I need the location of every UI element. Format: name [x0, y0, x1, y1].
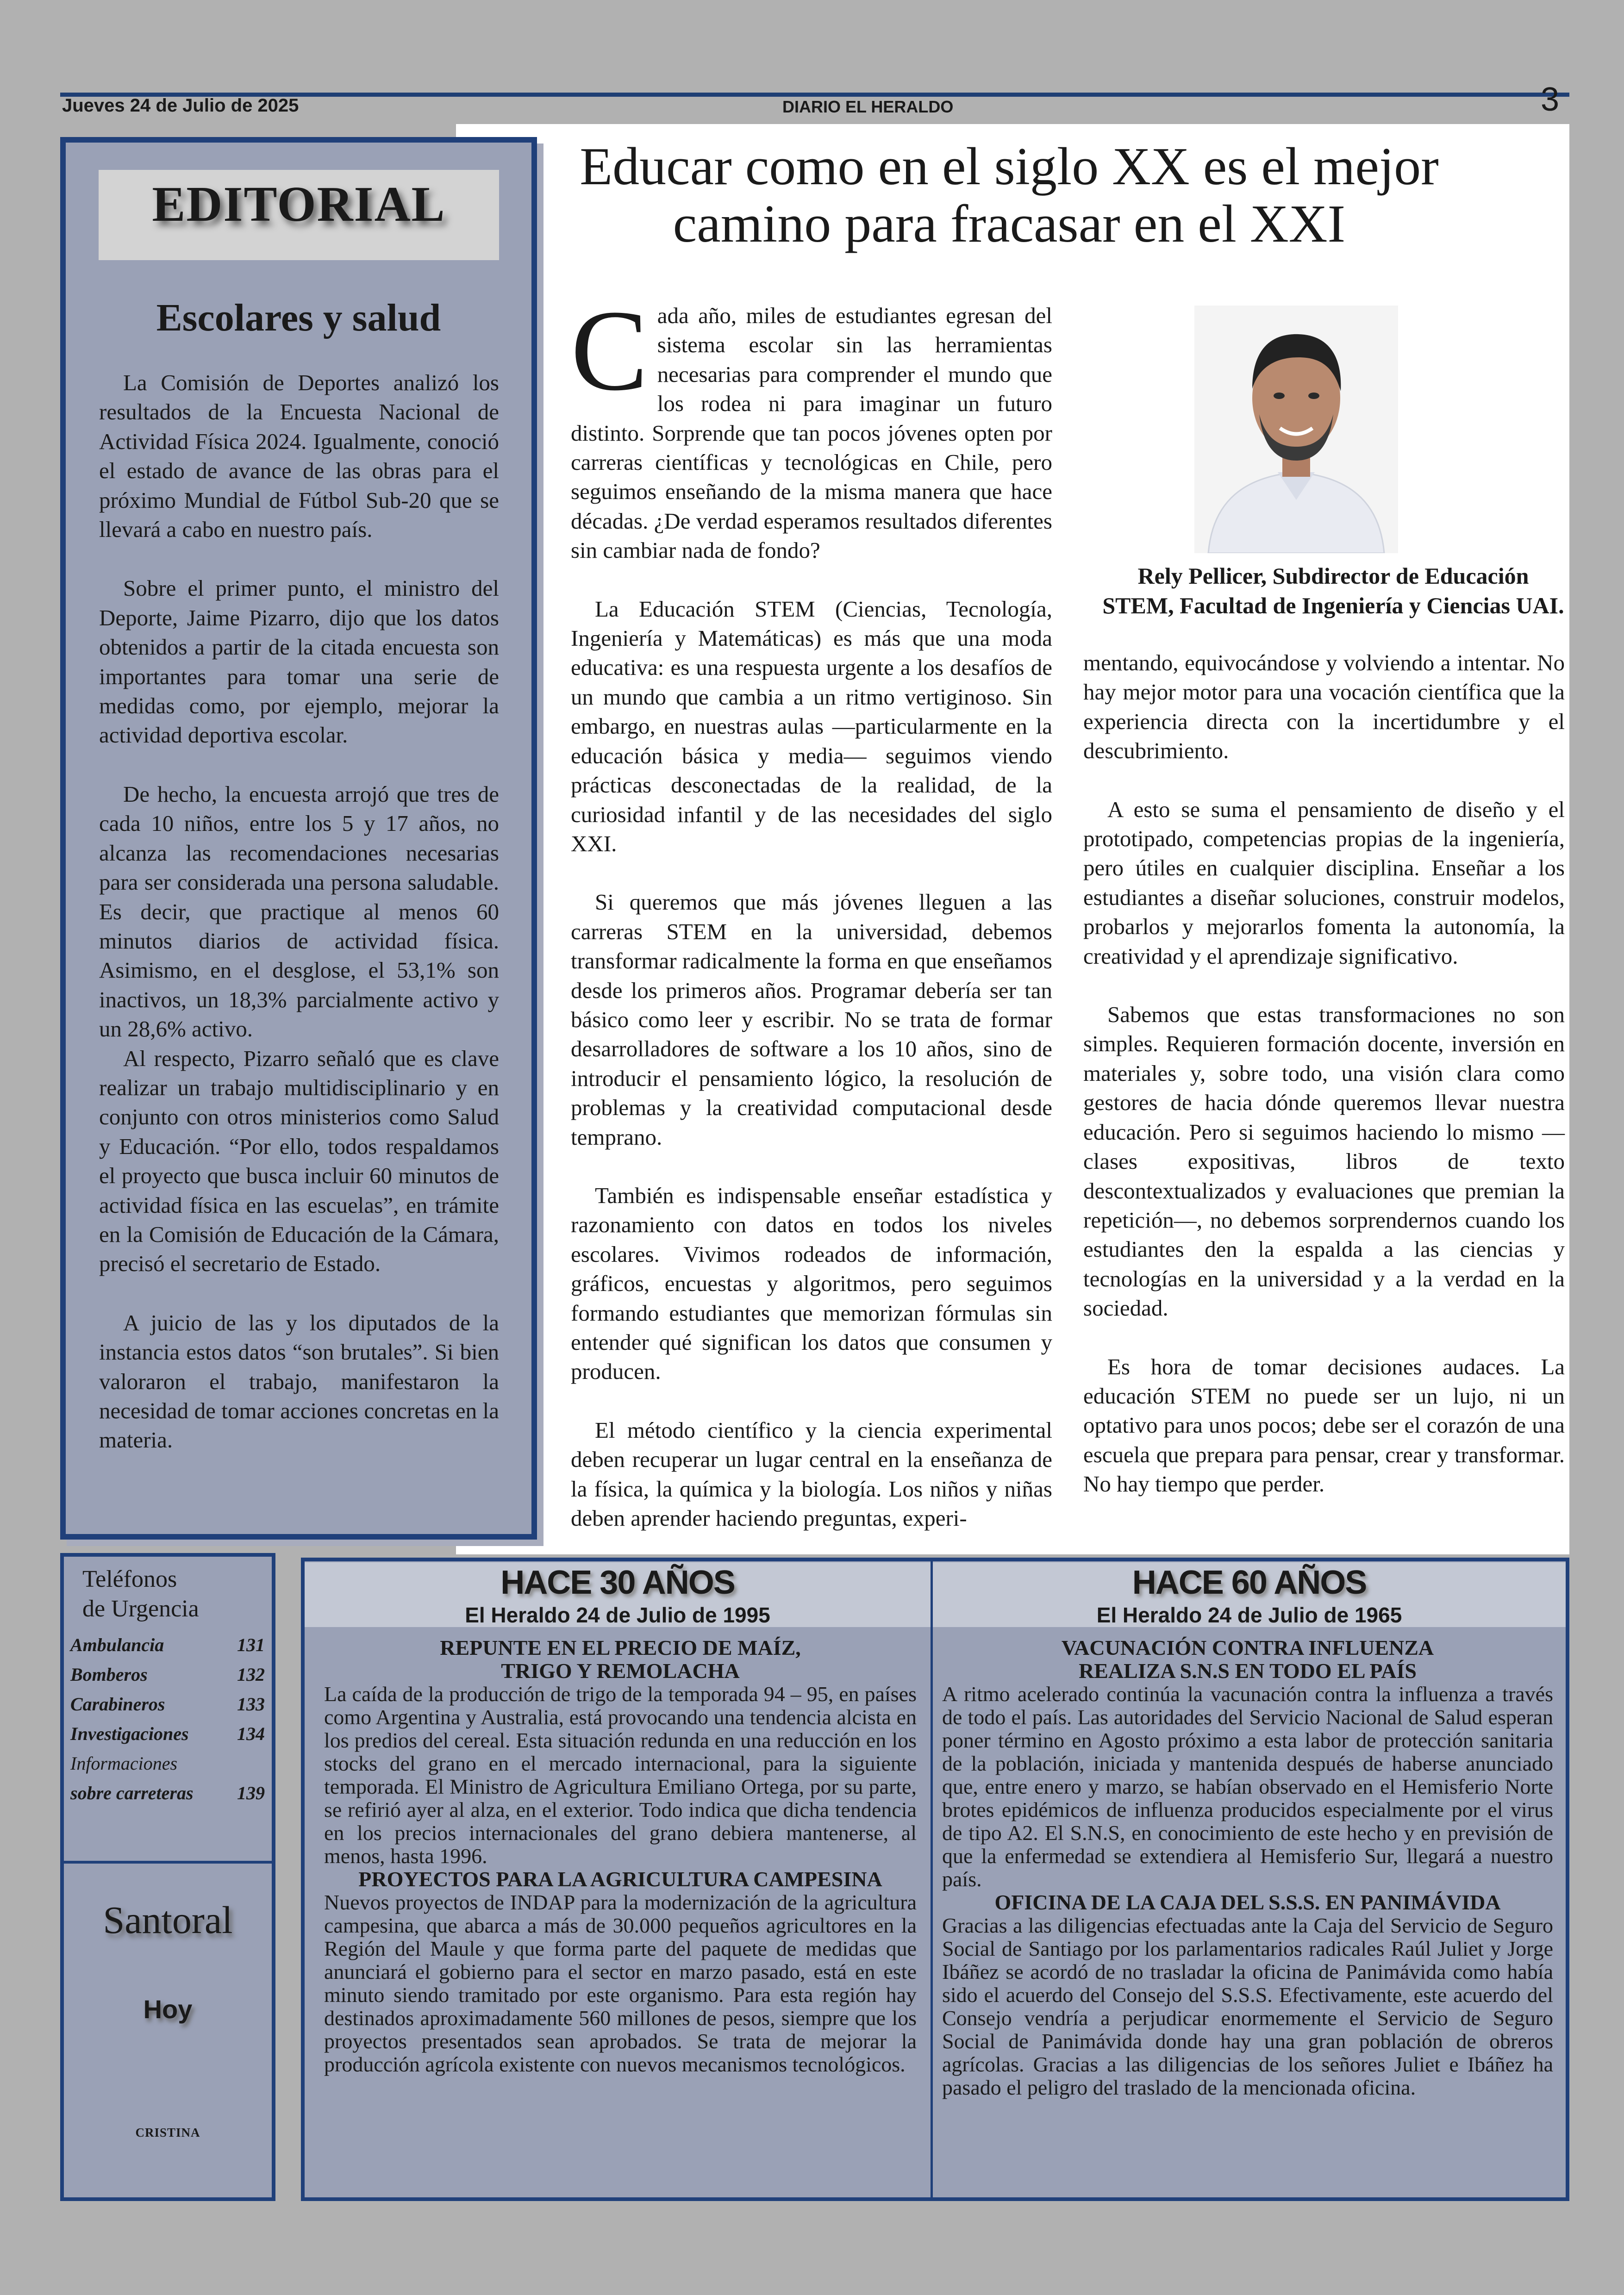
- hace60-story2-title: OFICINA DE LA CAJA DEL S.S.S. EN PANIMÁVIDA: [994, 1890, 1501, 1914]
- phone-item-investigaciones: [70, 1723, 265, 1745]
- phone-number: 131: [237, 1634, 265, 1655]
- editorial-paragraph: A juicio de las y los diputados de la instancia estos datos “son brutales”. Si bien valoraron el trabajo, manifestaron la necesidad de tomar acciones concretas en la materia.: [99, 1310, 499, 1453]
- article-paragraph: El método científico y la ciencia experimental deben recuperar un lugar central en la enseñanza de la física, la química y la biología. Los niños y niñas deben aprender haciendo preguntas, experi-: [571, 1417, 1052, 1531]
- santoral-title: Santoral: [103, 1899, 233, 1942]
- hace30-story2-title: PROYECTOS PARA LA AGRICULTURA CAMPESINA: [358, 1867, 882, 1891]
- editorial-paragraph: De hecho, la encuesta arrojó que tres de cada 10 niños, entre los 5 y 17 años, no alcanza las recomendaciones necesarias para ser considerada una persona saludable. Es decir, que practique al menos 60 minutos diarios de actividad física. Asimismo, en el desglose, el 53,1% son inactivos, un 18,3% parcialmente activo y un 28,6% activo.: [99, 781, 499, 1042]
- emergency-phones-title-line2: de Urgencia: [82, 1596, 199, 1622]
- issue-date: Jueves 24 de Julio de 2025: [62, 95, 299, 116]
- article-paragraph: También es indispensable enseñar estadística y razonamiento con datos en todos los niveles escolares. Vivimos rodeados de información, gráficos, encuestas y algoritmos, pero seguimos formando estudiantes que memorizan fórmulas sin entender qué significan los datos que consumen y producen.: [571, 1182, 1052, 1384]
- editorial-paragraph: Al respecto, Pizarro señaló que es clave realizar un trabajo multidisciplinario y en conjunto con otros ministerios como Salud y Educación. “Por ello, todos respaldamos el proyecto que busca incluir 60 minutos de actividad física en las escuelas”, en trámite en la Comisión de Educación de la Cámara, precisó el secretario de Estado.: [99, 1045, 499, 1277]
- santoral-saint: CRISTINA: [135, 2126, 200, 2139]
- hace60-story2-body: Gracias a las diligencias efectuadas ante la Caja del Servicio de Seguro Social de Santiago por los parlamentarios radicales Raúl Juliet y Jorge Ibáñez se acordó de no trasladar la oficina de Panimávida como había sido el acuerdo del Consejo del S.S.S. Efectivamente, este acuerdo del Consejo vendría a perjudicar enormemente el Servicio de Seguro Social de Panimávida donde hay una gran población de obreros agrícolas. Gracias a las diligencias de los señores Juliet e Ibáñez ha pasado el peligro del traslado de la mencionada oficina.: [942, 1914, 1553, 2099]
- photo-caption: Rely Pellicer, Subdirector de Educación STEM, Facultad de Ingeniería y Ciencias UAI.: [1102, 563, 1564, 618]
- article-paragraph: mentando, equivocándose y volviendo a intentar. No hay mejor motor para una vocación científica que la experiencia directa con la incertidumbre y el descubrimiento.: [1083, 650, 1565, 764]
- emergency-phones-title: [82, 1565, 199, 1624]
- article-paragraph: Es hora de tomar decisiones audaces. La educación STEM no puede ser un lujo, ni un optativo para unos pocos; debe ser el corazón de una escuela que prepara para pensar, crear y transformar. No hay tiempo que perder.: [1083, 1353, 1565, 1497]
- article-paragraph: [571, 287, 1052, 565]
- hace60-story1-title: VACUNACIÓN CONTRA INFLUENZA REALIZA S.N.S EN TODO EL PAÍS: [1061, 1636, 1434, 1683]
- article-column-2: [1083, 648, 1565, 1528]
- phone-number: 134: [237, 1723, 265, 1744]
- hace60-story1-body: A ritmo acelerado continúa la vacunación contra la influenza a través de todo el país. Las autoridades del Servicio Nacional de Salud esperan poner término en Agosto próximo a esta labor de protección sanitaria de la población, iniciada y mantenida después de haberse anunciado que, entre enero y marzo, se habían observado en el Hemisferio Norte brotes epidémicos de influenza producidos especialmente por el virus de tipo A2. El S.N.S, en conocimiento de este hecho y en previsión de que la enfermedad se extendiera al Hemisferio Sur, llegará a nuestro país.: [942, 1682, 1553, 1891]
- editorial-label: EDITORIAL: [152, 177, 446, 232]
- hace60-stories: [942, 1636, 1553, 2099]
- editorial-title: Escolares y salud: [156, 296, 441, 339]
- article-paragraph: Si queremos que más jóvenes lleguen a las carreras STEM en la universidad, debemos transformar radicalmente la forma en que enseñamos desde los primeros años. Programar debería ser tan básico como leer y escribir. No se trata de formar desarrolladores de software a los 10 años, sino de introducir el pensamiento lógico, la resolución de problemas y la creatividad computacional desde temprano.: [571, 889, 1052, 1150]
- phone-number: 133: [237, 1694, 265, 1715]
- hace30-subtitle: El Heraldo 24 de Julio de 1995: [465, 1603, 770, 1627]
- editorial-paragraph: La Comisión de Deportes analizó los resultados de la Encuesta Nacional de Actividad Física 2024. Igualmente, conoció el estado de avance de las obras para el próximo Mundial de Fútbol Sub-20 que se llevará a cabo en nuestro país.: [99, 370, 499, 543]
- hace30-story1-title: REPUNTE EN EL PRECIO DE MAÍZ, TRIGO Y REMOLACHA: [440, 1636, 801, 1683]
- santoral-today: Hoy: [143, 1995, 193, 2024]
- hace60-subtitle: El Heraldo 24 de Julio de 1965: [1096, 1603, 1402, 1627]
- article-paragraph: La Educación STEM (Ciencias, Tecnología, Ingeniería y Matemáticas) es más que una moda educativa: es una respuesta urgente a los desafíos de un mundo que cambia a un ritmo vertiginoso. Sin embargo, en nuestras aulas —particularmente en la educación básica y media— seguimos viendo prácticas desconectadas de la realidad, de la curiosidad infantil y de las necesidades del siglo XXI.: [571, 596, 1052, 856]
- hace60-title: HACE 60 AÑOS: [1132, 1564, 1367, 1601]
- article-paragraph: Sabemos que estas transformaciones no son simples. Requieren formación docente, inversión en materiales y, sobre todo, una visión clara como gestores de hacia dónde queremos llevar nuestra educación. Pero si seguimos haciendo lo mismo —clases expositivas, libros de texto descontextualizados y evaluaciones que premian la repetición—, no debemos sorprendernos cuando los estudiantes den la espalda a las ciencias y tecnologías en la universidad y a la verdad en la sociedad.: [1083, 1002, 1565, 1321]
- hace30-story1-body: La caída de la producción de trigo de la temporada 94 – 95, en países como Argentina y Australia, está provocando una tendencia alcista en los predios del cereal. Esta situación redunda en una reducción en los stocks del grano en el mercado internacional, para la siguiente temporada. El Ministro de Agricultura Emiliano Ortega, por su parte, se refirió ayer al alza, en el exterior. Todo indica que dicha tendencia en los precios internacionales del grano debiera mantenerse, al menos, hasta 1996.: [324, 1682, 917, 1868]
- article-column-1: [571, 287, 1052, 1562]
- phone-label: Bomberos: [70, 1664, 148, 1685]
- phone-label: sobre carreteras: [70, 1783, 194, 1803]
- editorial-body: [99, 368, 499, 1484]
- article-headline: Educar como en el siglo XX es el mejor camino para fracasar en el XXI: [580, 137, 1439, 254]
- phone-item-carabineros: [70, 1693, 265, 1715]
- editorial-paragraph: Sobre el primer punto, el ministro del Deporte, Jaime Pizarro, dijo que los datos obtenidos a partir de la citada encuesta son importantes para tomar una serie de medidas como, por ejemplo, mejorar la actividad deportiva escolar.: [99, 575, 499, 748]
- hace30-story2-body: Nuevos proyectos de INDAP para la modernización de la agricultura campesina, que abarca a más de 30.000 pequeños agricultores en la Región del Maule y que forma parte del paquete de medidas que anunciará el gobierno para el sector en marzo pasado, está en este minuto siendo tramitado por este organismo. Para esta región hay destinados aproximadamente 560 millones de pesos, siempre que los proyectos presentados sean aprobados. Se trata de mejorar la producción agrícola existente con nuevos mecanismos tecnológicos.: [324, 1890, 917, 2076]
- phone-label: Ambulancia: [70, 1634, 164, 1655]
- phone-label: Carabineros: [70, 1694, 165, 1715]
- drop-cap: C: [571, 287, 648, 415]
- phone-number: 132: [237, 1664, 265, 1685]
- phone-item-ambulancia: [70, 1634, 265, 1656]
- history-divider: [931, 1561, 933, 2197]
- phone-item-bomberos: [70, 1664, 265, 1685]
- article-first-paragraph: ada año, miles de estudiantes egresan del sistema escolar sin las herramientas necesarias para comprender el mundo que los rodea ni para imaginar un futuro distinto. Sorprende que tan pocos jóvenes opten por carreras científicas y tecnológicas en Chile, pero seguimos enseñando de la misma manera que hace décadas. ¿De verdad esperamos resultados diferentes sin cambiar nada de fondo?: [571, 303, 1052, 563]
- author-photo: [1194, 306, 1398, 553]
- phone-label: Investigaciones: [70, 1723, 189, 1744]
- newspaper-name: DIARIO EL HERALDO: [782, 97, 954, 116]
- phone-number: 139: [237, 1783, 265, 1803]
- phone-info-label: Informaciones: [70, 1753, 178, 1774]
- phone-item-carreteras: [70, 1782, 265, 1804]
- page-number: 3: [1541, 81, 1560, 118]
- hace30-title: HACE 30 AÑOS: [500, 1564, 735, 1601]
- phones-divider: [64, 1861, 272, 1864]
- hace30-stories: [324, 1636, 917, 2076]
- article-paragraph: A esto se suma el pensamiento de diseño y el prototipado, competencias propias de la ingeniería, pero útiles en cualquier disciplina. Enseñar a los estudiantes a diseñar soluciones, construir modelos, probarlos y mejorarlos fomenta la autonomía, la creatividad y el aprendizaje significativo.: [1083, 796, 1565, 969]
- emergency-phones-title-line1: Teléfonos: [82, 1566, 177, 1592]
